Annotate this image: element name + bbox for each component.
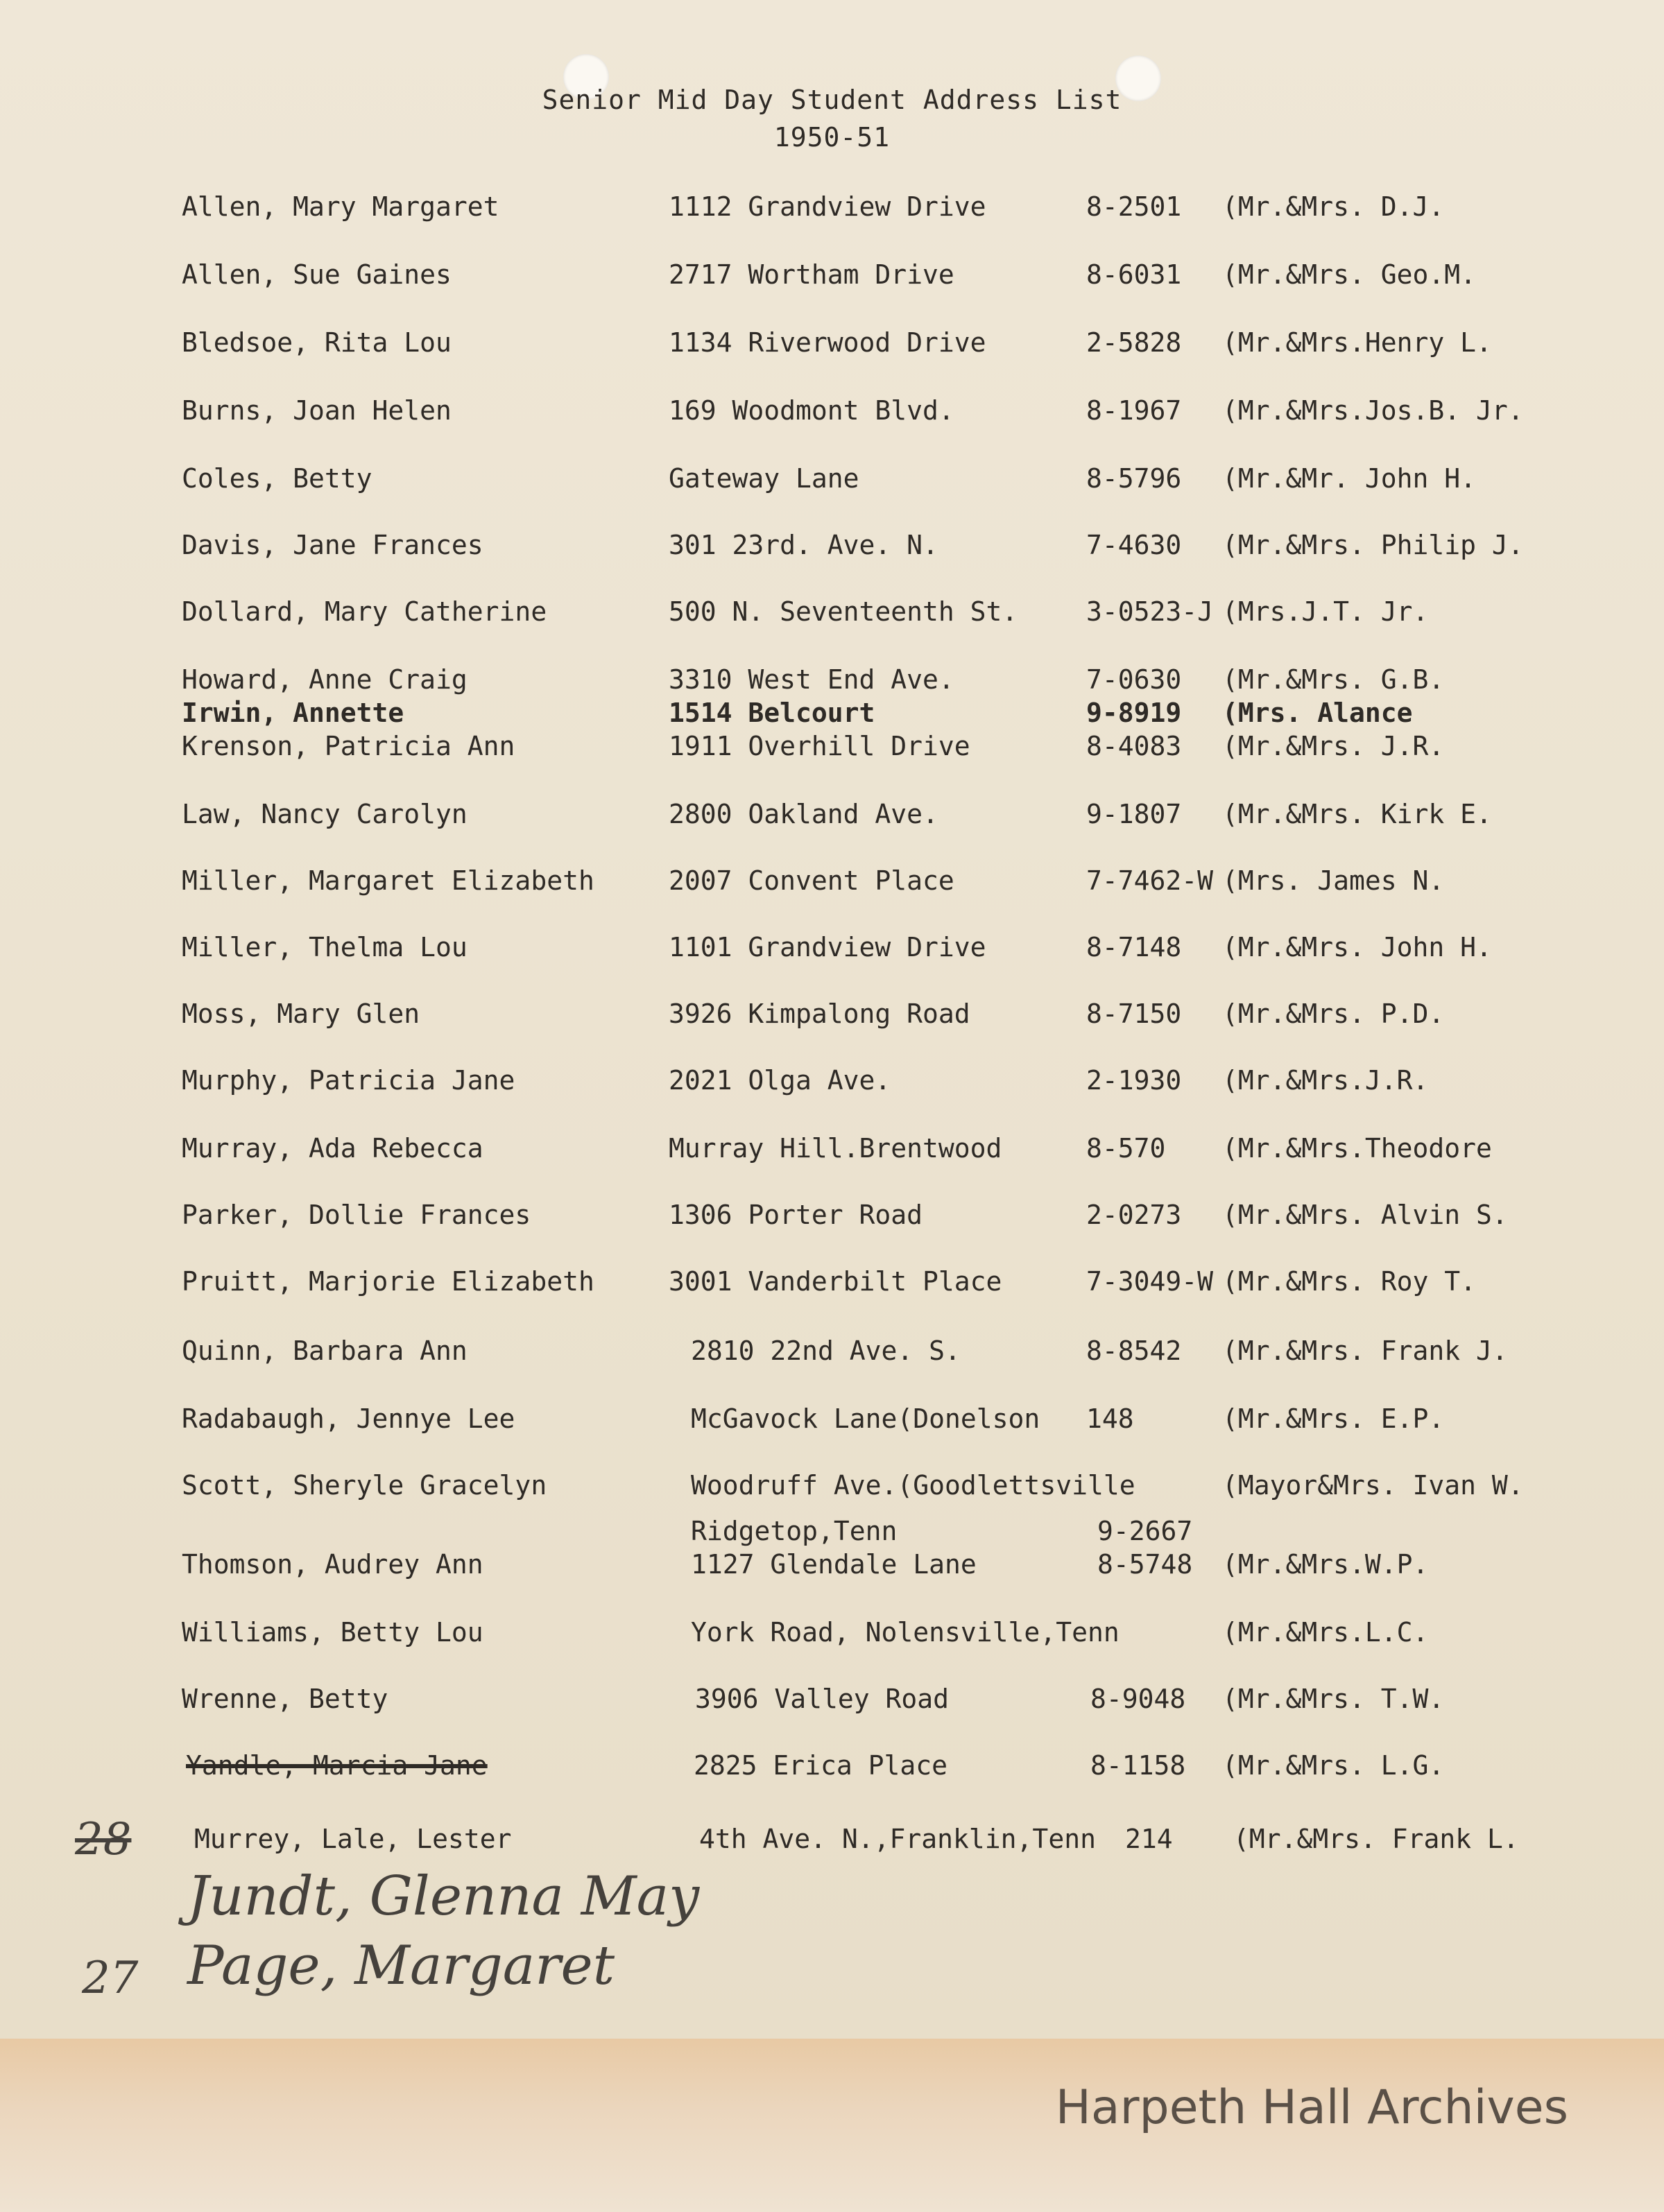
student-name: Burns, Joan Helen (182, 395, 452, 426)
student-name: Davis, Jane Frances (182, 530, 483, 560)
student-address: 1112 Grandview Drive (669, 191, 986, 222)
document-title: Senior Mid Day Student Address List (542, 85, 1122, 115)
handwritten-count: 27 (82, 1953, 139, 2004)
student-name: Miller, Margaret Elizabeth (182, 865, 594, 896)
student-name: Allen, Mary Margaret (182, 191, 499, 222)
handwritten-name: Page, Margaret (187, 1935, 615, 1997)
list-row (0, 799, 1664, 840)
student-name: Yandle, Marcia Jane (186, 1750, 488, 1781)
student-phone: 2-1930 (1086, 1065, 1182, 1096)
student-parents: (Mr.&Mrs.L.C. (1222, 1617, 1429, 1648)
student-parents: (Mr.&Mrs.W.P. (1222, 1549, 1429, 1580)
student-parents: (Mr.&Mrs. Frank L. (1233, 1824, 1519, 1854)
student-parents: (Mr.&Mrs. Roy T. (1222, 1266, 1477, 1297)
student-address: 1514 Belcourt (669, 698, 875, 728)
student-phone: 8-2501 (1086, 191, 1182, 222)
student-phone: 9-1807 (1086, 799, 1182, 829)
student-parents: (Mayor&Mrs. Ivan W. (1222, 1470, 1524, 1501)
student-name: Quinn, Barbara Ann (182, 1336, 468, 1366)
list-row-struck (0, 1750, 1664, 1792)
student-phone: 8-9048 (1090, 1684, 1186, 1714)
list-row (0, 1403, 1664, 1445)
student-phone: 8-1967 (1086, 395, 1182, 426)
list-row (0, 327, 1664, 369)
student-address: 1134 Riverwood Drive (669, 327, 986, 358)
student-phone: 8-5748 (1097, 1549, 1193, 1580)
student-parents: (Mr.&Mrs. Alvin S. (1222, 1200, 1508, 1230)
student-name: Scott, Sheryle Gracelyn (182, 1470, 547, 1501)
student-parents: (Mr.&Mrs. D.J. (1222, 191, 1445, 222)
student-name: Murrey, Lale, Lester (194, 1824, 512, 1854)
student-name: Coles, Betty (182, 463, 372, 494)
student-parents: (Mr.&Mrs. Frank J. (1222, 1336, 1508, 1366)
student-address: 1127 Glendale Lane (691, 1549, 977, 1580)
student-phone: 214 (1125, 1824, 1173, 1854)
student-name: Dollard, Mary Catherine (182, 596, 547, 627)
student-parents: (Mr.&Mrs. E.P. (1222, 1403, 1445, 1434)
student-name: Howard, Anne Craig (182, 664, 468, 695)
student-address: 3001 Vanderbilt Place (669, 1266, 1002, 1297)
list-row (0, 530, 1664, 571)
student-parents: (Mr.&Mrs. J.R. (1222, 731, 1445, 761)
list-row (0, 1824, 1664, 1865)
student-phone: 8-8542 (1086, 1336, 1182, 1366)
student-parents: (Mr.&Mrs. John H. (1222, 932, 1492, 962)
document-year: 1950-51 (773, 122, 891, 153)
list-row (0, 1470, 1664, 1512)
student-parents: (Mr.&Mrs. T.W. (1222, 1684, 1445, 1714)
student-address: Woodruff Ave.(Goodlettsville (691, 1470, 1135, 1501)
list-row (0, 865, 1664, 907)
student-address: 1306 Porter Road (669, 1200, 923, 1230)
student-phone: 7-7462-W (1086, 865, 1214, 896)
student-phone: 7-3049-W (1086, 1266, 1214, 1297)
student-address: 2717 Wortham Drive (669, 259, 954, 290)
student-phone: 8-5796 (1086, 463, 1182, 494)
student-address: 2810 22nd Ave. S. (691, 1336, 961, 1366)
student-name: Moss, Mary Glen (182, 999, 420, 1029)
student-name: Allen, Sue Gaines (182, 259, 452, 290)
student-parents: (Mr.&Mrs. Geo.M. (1222, 259, 1477, 290)
student-phone: 7-0630 (1086, 664, 1182, 695)
student-phone: 8-1158 (1090, 1750, 1186, 1781)
student-phone: 9-8919 (1086, 698, 1182, 728)
student-parents: (Mr.&Mrs.Jos.B. Jr. (1222, 395, 1524, 426)
student-address: 2800 Oakland Ave. (669, 799, 938, 829)
student-address: York Road, Nolensville,Tenn (691, 1617, 1120, 1648)
list-row (0, 395, 1664, 437)
student-address: 3926 Kimpalong Road (669, 999, 970, 1029)
student-address: McGavock Lane(Donelson (691, 1403, 1040, 1434)
student-address: 301 23rd. Ave. N. (669, 530, 938, 560)
list-row (0, 191, 1664, 233)
list-row (0, 259, 1664, 301)
list-row (0, 999, 1664, 1040)
archive-footer (0, 2039, 1664, 2212)
list-row (0, 596, 1664, 638)
student-name: Bledsoe, Rita Lou (182, 327, 452, 358)
list-row (0, 1065, 1664, 1107)
student-address: Ridgetop,Tenn (691, 1516, 898, 1546)
student-parents: (Mrs.J.T. Jr. (1222, 596, 1429, 627)
list-row (0, 1200, 1664, 1241)
student-parents: (Mr.&Mrs.Henry L. (1222, 327, 1492, 358)
student-phone: 8-7150 (1086, 999, 1182, 1029)
student-address: 4th Ave. N.,Franklin,Tenn (699, 1824, 1096, 1854)
student-address: Gateway Lane (669, 463, 859, 494)
student-phone: 2-5828 (1086, 327, 1182, 358)
handwritten-name: Jundt, Glenna May (187, 1865, 700, 1928)
student-name: Miller, Thelma Lou (182, 932, 468, 962)
student-parents: (Mrs. Alance (1222, 698, 1413, 728)
student-parents: (Mrs. James N. (1222, 865, 1445, 896)
list-row-continuation (0, 1516, 1664, 1550)
list-row (0, 932, 1664, 974)
student-name: Radabaugh, Jennye Lee (182, 1403, 515, 1434)
archive-label: Harpeth Hall Archives (1055, 2080, 1568, 2135)
student-name: Murray, Ada Rebecca (182, 1133, 483, 1164)
list-row (0, 1336, 1664, 1377)
list-row (0, 1133, 1664, 1175)
student-parents: (Mr.&Mrs.J.R. (1222, 1065, 1429, 1096)
student-phone: 8-7148 (1086, 932, 1182, 962)
handwritten-count-crossed: 28 (75, 1814, 132, 1865)
student-phone: 9-2667 (1097, 1516, 1193, 1546)
student-name: Thomson, Audrey Ann (182, 1549, 483, 1580)
student-name: Williams, Betty Lou (182, 1617, 483, 1648)
student-parents: (Mr.&Mr. John H. (1222, 463, 1477, 494)
student-parents: (Mr.&Mrs.Theodore (1222, 1133, 1492, 1164)
student-address: 169 Woodmont Blvd. (669, 395, 954, 426)
student-parents: (Mr.&Mrs. G.B. (1222, 664, 1445, 695)
student-name: Irwin, Annette (182, 698, 404, 728)
list-row (0, 731, 1664, 772)
student-name: Law, Nancy Carolyn (182, 799, 468, 829)
student-phone: 8-570 (1086, 1133, 1166, 1164)
student-address: 3310 West End Ave. (669, 664, 954, 695)
student-phone: 8-6031 (1086, 259, 1182, 290)
student-address: 1101 Grandview Drive (669, 932, 986, 962)
list-row (0, 1684, 1664, 1725)
student-address: 2007 Convent Place (669, 865, 954, 896)
list-row (0, 1266, 1664, 1308)
student-name: Pruitt, Marjorie Elizabeth (182, 1266, 594, 1297)
student-address: 2021 Olga Ave. (669, 1065, 891, 1096)
list-row (0, 1549, 1664, 1591)
student-name: Parker, Dollie Frances (182, 1200, 531, 1230)
student-address: 500 N. Seventeenth St. (669, 596, 1018, 627)
student-name: Wrenne, Betty (182, 1684, 388, 1714)
student-name: Krenson, Patricia Ann (182, 731, 515, 761)
student-phone: 8-4083 (1086, 731, 1182, 761)
student-phone: 7-4630 (1086, 530, 1182, 560)
student-parents: (Mr.&Mrs. L.G. (1222, 1750, 1445, 1781)
student-parents: (Mr.&Mrs. Philip J. (1222, 530, 1524, 560)
list-row (0, 463, 1664, 505)
student-address: 1911 Overhill Drive (669, 731, 970, 761)
student-name: Murphy, Patricia Jane (182, 1065, 515, 1096)
student-parents: (Mr.&Mrs. P.D. (1222, 999, 1445, 1029)
student-phone: 3-0523-J (1086, 596, 1214, 627)
list-row (0, 1617, 1664, 1659)
student-phone: 2-0273 (1086, 1200, 1182, 1230)
student-address: Murray Hill.Brentwood (669, 1133, 1002, 1164)
student-address: 3906 Valley Road (695, 1684, 950, 1714)
student-parents: (Mr.&Mrs. Kirk E. (1222, 799, 1492, 829)
student-address: 2825 Erica Place (694, 1750, 948, 1781)
student-phone: 148 (1086, 1403, 1134, 1434)
